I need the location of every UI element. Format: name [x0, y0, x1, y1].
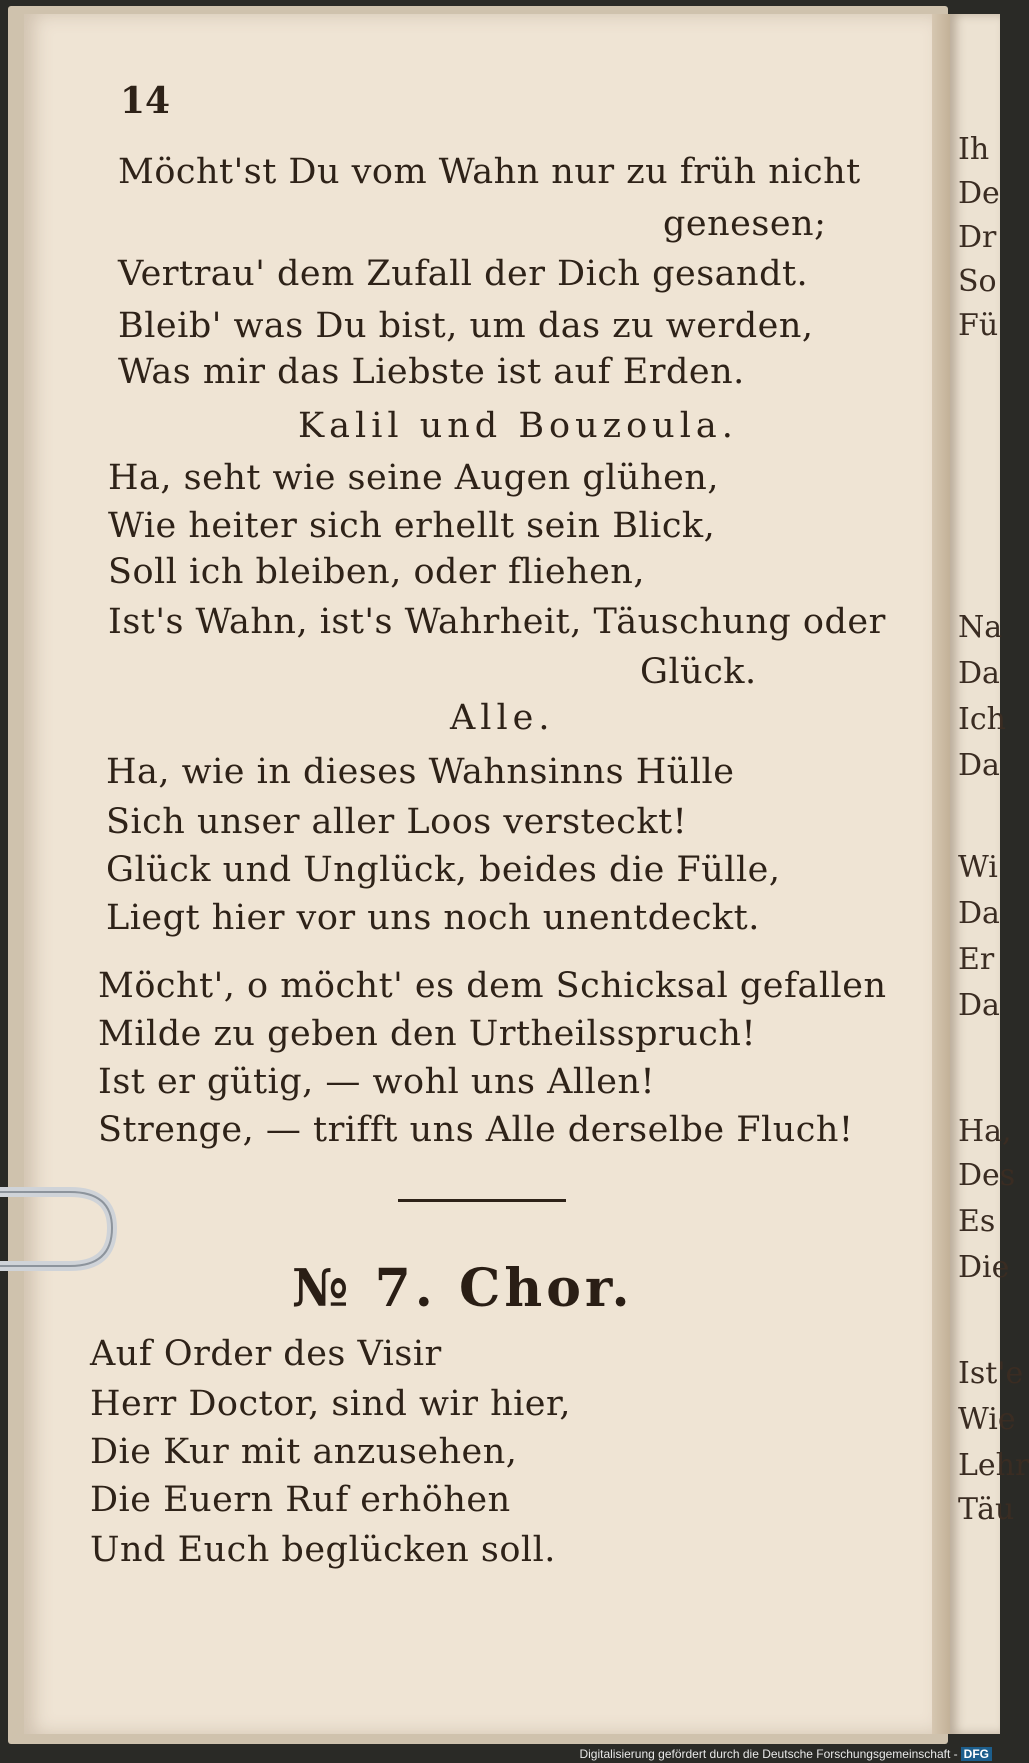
- page-number: 14: [120, 80, 171, 122]
- verse-line: Glück.: [640, 652, 757, 692]
- verse-line: Glück und Unglück, beides die Fülle,: [106, 850, 781, 890]
- verse-line: Möcht'st Du vom Wahn nur zu früh nicht: [118, 152, 861, 192]
- verse-line: Milde zu geben den Urtheilsspruch!: [98, 1014, 757, 1054]
- speaker-heading: Alle.: [450, 698, 555, 738]
- verse-line: Ha, wie in dieses Wahnsinns Hülle: [106, 752, 735, 792]
- next-page-fragment: Ich: [958, 702, 1006, 737]
- next-page-fragment: Lehr: [958, 1448, 1029, 1483]
- verse-line: Liegt hier vor uns noch unentdeckt.: [106, 898, 760, 938]
- chorus-line: Auf Order des Visir: [90, 1334, 442, 1374]
- chorus-line: Die Kur mit anzusehen,: [90, 1432, 518, 1472]
- verse-line: Vertrau' dem Zufall der Dich gesandt.: [118, 254, 809, 294]
- next-page-fragment: Dr: [958, 220, 997, 255]
- next-page-fragment: Na: [958, 610, 1003, 645]
- next-page-fragment: Da: [958, 896, 1000, 931]
- verse-line: Was mir das Liebste ist auf Erden.: [118, 352, 745, 392]
- next-page-fragment: Da: [958, 988, 1000, 1023]
- verse-line: Sich unser aller Loos versteckt!: [106, 802, 688, 842]
- verse-line: Strenge, — trifft uns Alle derselbe Fluch!: [98, 1110, 854, 1150]
- verse-line: Wie heiter sich erhellt sein Blick,: [108, 506, 716, 546]
- chorus-line: Die Euern Ruf erhöhen: [90, 1480, 511, 1520]
- next-page-fragment: Fü: [958, 308, 999, 343]
- verse-line: genesen;: [663, 204, 827, 244]
- chorus-line: Herr Doctor, sind wir hier,: [90, 1384, 572, 1424]
- next-page-fragment: Es: [958, 1204, 996, 1239]
- next-page-fragment: Er: [958, 942, 995, 977]
- verse-line: Ist's Wahn, ist's Wahrheit, Täuschung oder: [108, 602, 886, 642]
- verse-line: Soll ich bleiben, oder fliehen,: [108, 552, 645, 592]
- dfg-logo: DFG: [961, 1747, 992, 1761]
- chorus-line: Und Euch beglücken soll.: [90, 1530, 556, 1570]
- next-page-fragment: Täu: [958, 1492, 1015, 1527]
- verse-line: Bleib' was Du bist, um das zu werden,: [118, 306, 814, 346]
- verse-line: Ist er gütig, — wohl uns Allen!: [98, 1062, 656, 1102]
- next-page-fragment: Da: [958, 656, 1000, 691]
- next-page-fragment: De: [958, 176, 1000, 211]
- next-page-edge: [950, 14, 1029, 1734]
- digitization-footer: [579, 1747, 992, 1761]
- next-page-fragment: Die: [958, 1250, 1010, 1285]
- next-page-fragment: Ist'e: [958, 1356, 1024, 1391]
- next-page-fragment: Da: [958, 748, 1000, 783]
- next-page-fragment: Ha,: [958, 1114, 1012, 1149]
- section-divider: [398, 1199, 566, 1202]
- next-page-fragment: Wie: [958, 1402, 1016, 1437]
- verse-line: Möcht', o möcht' es dem Schicksal gefallen: [98, 966, 887, 1006]
- footer-text: Digitalisierung gefördert durch die Deutsche Forschungsgemeinschaft -: [579, 1747, 958, 1761]
- next-page-fragment: Ih: [958, 132, 990, 167]
- paper-clip-icon: [0, 1170, 120, 1286]
- next-page-fragment: So: [958, 264, 997, 299]
- next-page-fragment: Des: [958, 1158, 1016, 1193]
- verse-line: Ha, seht wie seine Augen glühen,: [108, 458, 719, 498]
- next-page-fragment: Wi: [958, 850, 998, 885]
- chorus-title: № 7. Chor.: [292, 1258, 634, 1319]
- speaker-heading: Kalil und Bouzoula.: [298, 406, 738, 446]
